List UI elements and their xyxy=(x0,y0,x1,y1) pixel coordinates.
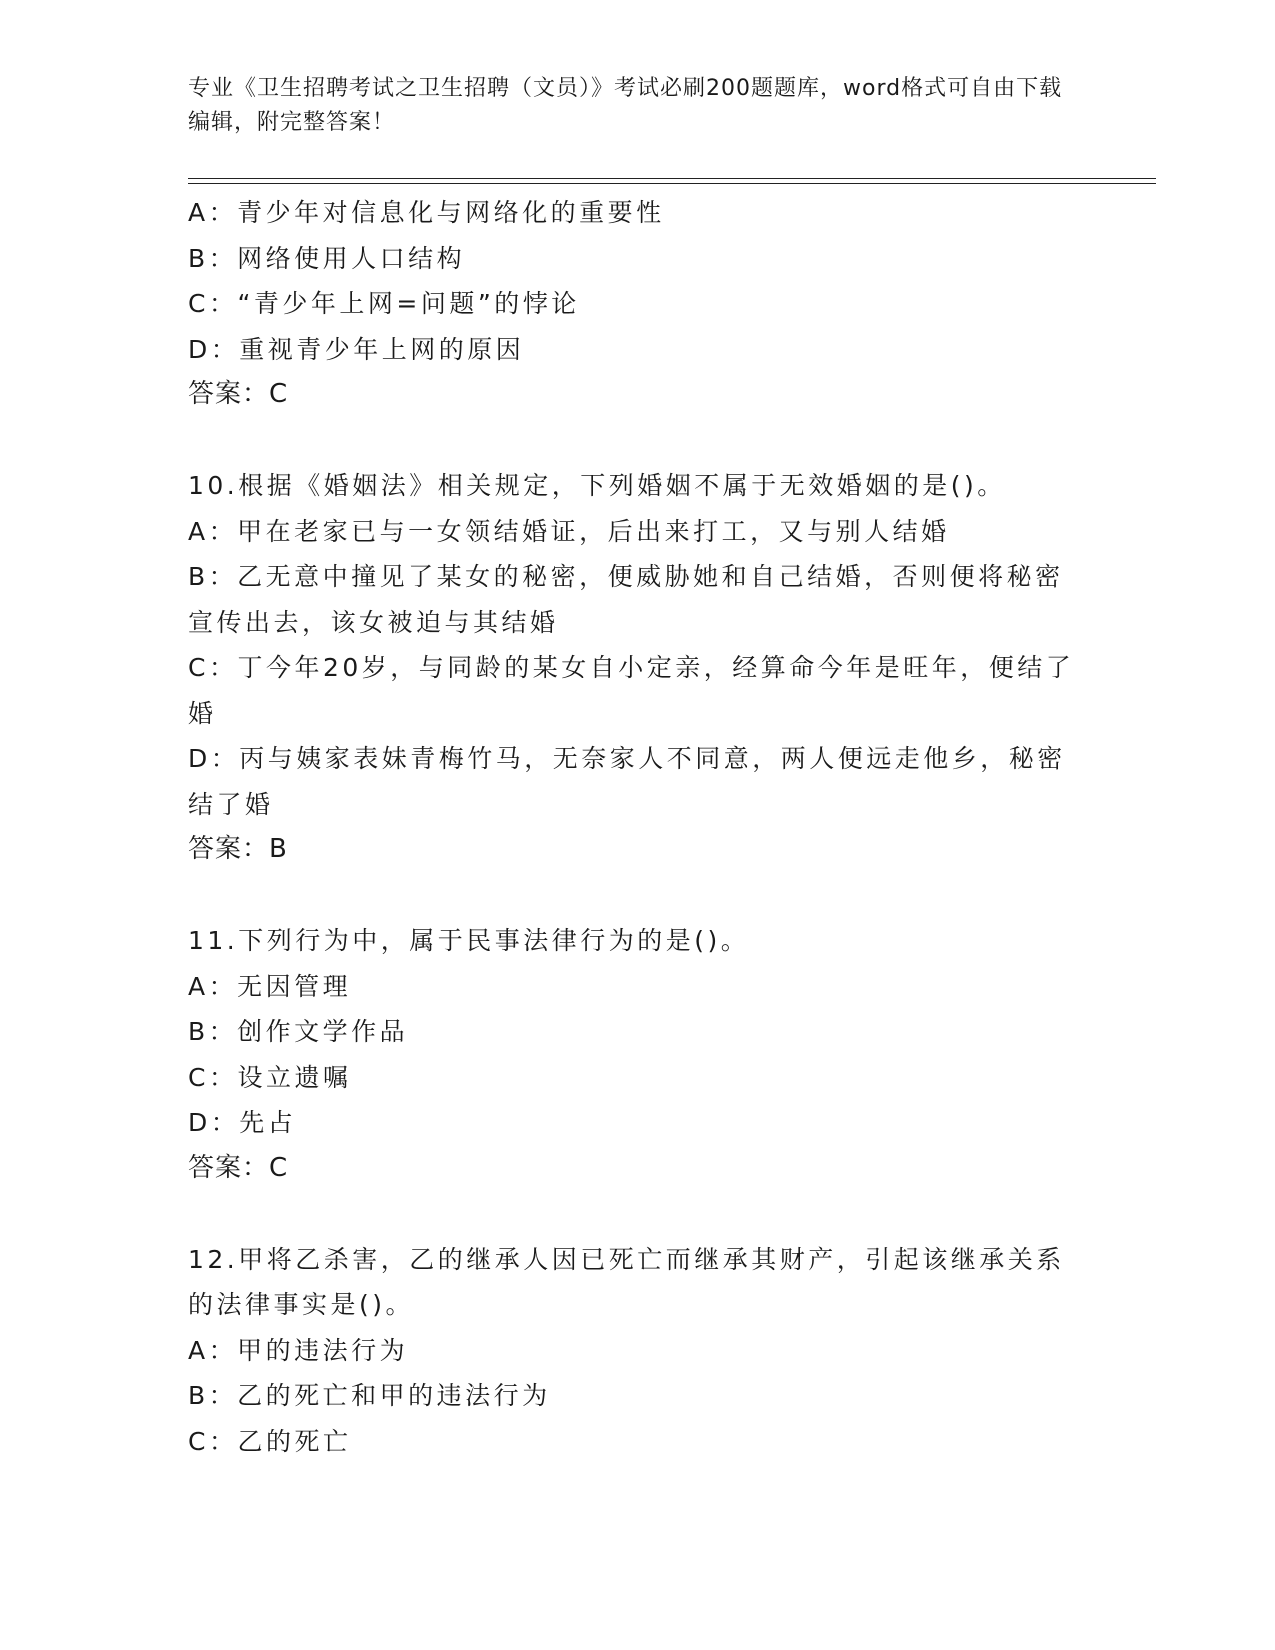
option-b: B：网络使用人口结构 xyxy=(188,243,466,273)
answer: 答案：C xyxy=(188,379,289,409)
question-10 xyxy=(188,463,1088,873)
header-divider-bottom xyxy=(188,183,1156,184)
option-a: A：甲在老家已与一女领结婚证，后出来打工，又与别人结婚 xyxy=(188,516,950,546)
option-d: D：丙与姨家表妹青梅竹马，无奈家人不同意，两人便远走他乡，秘密结了婚 xyxy=(188,744,1066,819)
spacer xyxy=(188,873,1088,919)
answer: 答案：B xyxy=(188,834,288,864)
spacer xyxy=(188,1191,1088,1237)
option-b: B：乙的死亡和甲的违法行为 xyxy=(188,1381,551,1410)
header-divider-top xyxy=(188,178,1156,179)
answer: 答案：C xyxy=(188,1152,289,1183)
spacer xyxy=(188,418,1088,464)
question-9 xyxy=(188,190,1088,418)
question-stem: 10.根据《婚姻法》相关规定，下列婚姻不属于无效婚姻的是()。 xyxy=(188,471,1006,500)
option-c: C：“青少年上网=问题”的悖论 xyxy=(188,289,580,318)
option-c: C：乙的死亡 xyxy=(188,1426,352,1456)
option-d: D：重视青少年上网的原因 xyxy=(188,334,525,364)
option-a: A：无因管理 xyxy=(188,971,352,1001)
header-title: 专业《卫生招聘考试之卫生招聘（文员）》考试必刷200题题库，word格式可自由下载编辑，附完整答案！ xyxy=(188,76,1063,135)
question-stem: 12.甲将乙杀害，乙的继承人因已死亡而继承其财产，引起该继承关系的法律事实是()。 xyxy=(188,1244,1065,1319)
option-b: B：创作文学作品 xyxy=(188,1017,409,1046)
option-c: C：设立遗嘱 xyxy=(188,1062,352,1092)
option-a: A：青少年对信息化与网络化的重要性 xyxy=(188,198,665,227)
question-11 xyxy=(188,918,1088,1191)
option-c: C：丁今年20岁，与同龄的某女自小定亲，经算命今年是旺年，便结了婚 xyxy=(188,653,1075,728)
question-stem: 11.下列行为中，属于民事法律行为的是()。 xyxy=(188,926,750,955)
option-d: D：先占 xyxy=(188,1108,297,1137)
question-list xyxy=(188,190,1088,1464)
document-header xyxy=(188,72,1068,140)
question-12 xyxy=(188,1237,1088,1465)
option-a: A：甲的违法行为 xyxy=(188,1335,409,1365)
option-b: B：乙无意中撞见了某女的秘密，便威胁她和自己结婚，否则便将秘密宣传出去，该女被迫与其结婚 xyxy=(188,562,1064,637)
